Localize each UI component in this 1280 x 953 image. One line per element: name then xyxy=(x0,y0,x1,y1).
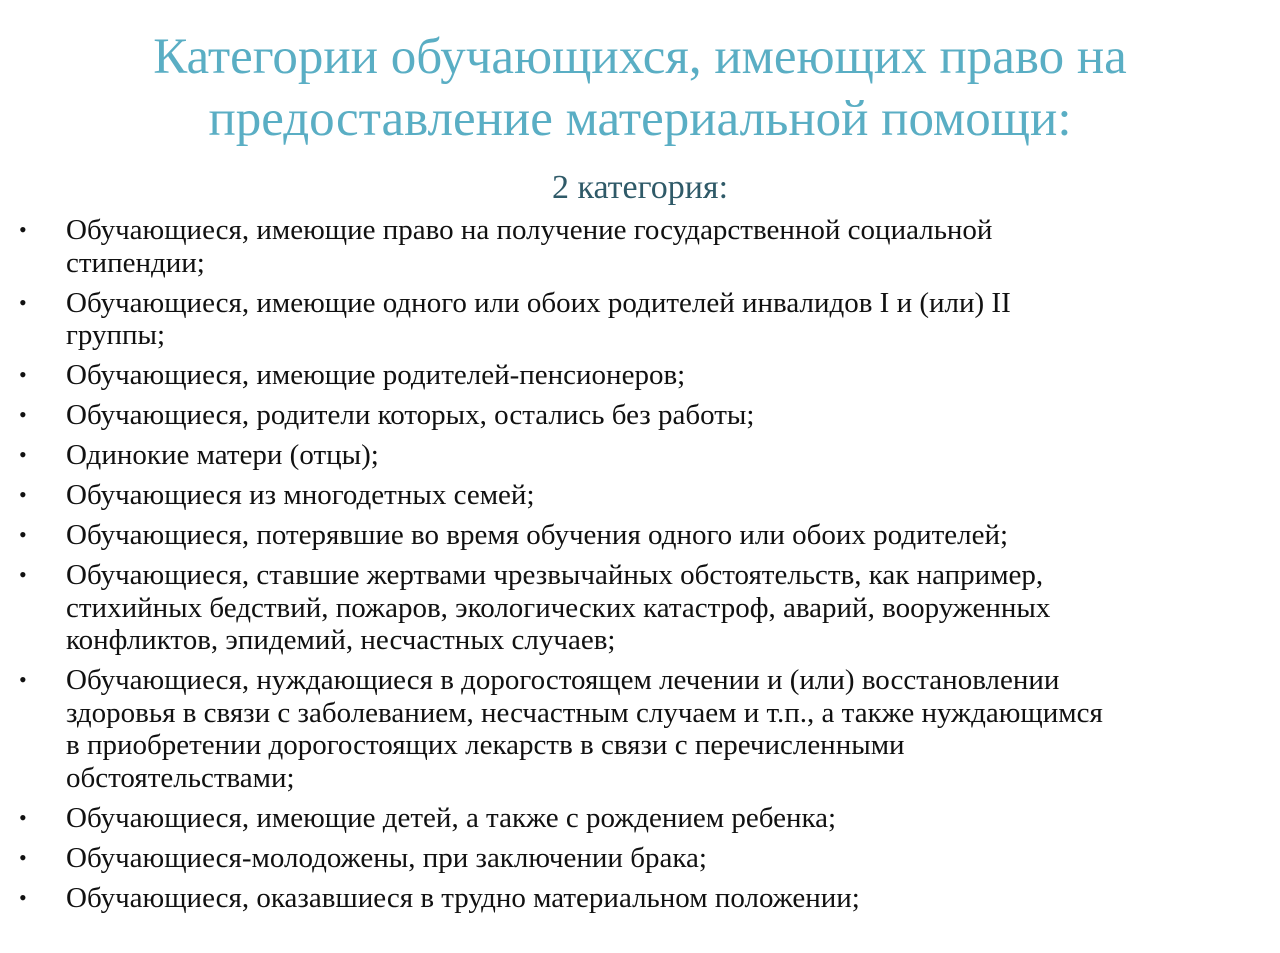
bullet-icon: • xyxy=(19,844,27,870)
slide-title xyxy=(0,26,1280,150)
list-item xyxy=(0,842,1280,875)
bullet-icon: • xyxy=(19,482,27,507)
bullet-icon: • xyxy=(19,884,27,910)
list-item-line: стипендии; xyxy=(66,246,205,279)
list-item-line: Обучающиеся, потерявшие во время обучения одного или обоих родителей; xyxy=(66,519,1009,551)
bullet-icon: • xyxy=(19,362,27,387)
bullet-icon: • xyxy=(19,289,27,315)
list-item-line: обстоятельствами; xyxy=(66,761,295,794)
list-item-line: Обучающиеся, нуждающиеся в дорогостоящем лечении и (или) восстановлении xyxy=(66,664,1060,696)
list-item xyxy=(0,802,1280,835)
list-item-line: Одинокие матери (отцы); xyxy=(66,439,379,471)
list-item-line: Обучающиеся, имеющие право на получение государственной социальной xyxy=(66,214,993,246)
list-item-line: конфликтов, эпидемий, несчастных случаев; xyxy=(66,624,616,656)
list-item xyxy=(0,359,1280,392)
list-item-line: Обучающиеся, родители которых, остались без работы; xyxy=(66,399,755,431)
list-item xyxy=(0,664,1280,794)
bullet-list xyxy=(0,214,1280,922)
bullet-icon: • xyxy=(19,804,27,830)
list-item-line: Обучающиеся, ставшие жертвами чрезвычайных обстоятельств, как например, xyxy=(66,559,1044,591)
list-item-line: Обучающиеся, оказавшиеся в трудно материальном положении; xyxy=(66,881,860,914)
slide-subtitle: 2 категория: xyxy=(551,169,729,206)
list-item xyxy=(0,479,1280,512)
bullet-icon: • xyxy=(19,522,27,547)
list-item xyxy=(0,439,1280,472)
list-item xyxy=(0,287,1280,352)
bullet-icon: • xyxy=(19,217,27,242)
bullet-icon: • xyxy=(19,442,27,467)
title-line-1: Категории обучающихся, имеющих право на xyxy=(153,29,1127,85)
list-item-line: группы; xyxy=(66,319,166,351)
list-item xyxy=(0,559,1280,657)
title-line-2: предоставление материальной помощи: xyxy=(208,91,1072,147)
list-item-line: Обучающиеся из многодетных семей; xyxy=(66,479,535,511)
list-item-line: здоровья в связи с заболеванием, несчастным случаем и т.п., а также нуждающимся xyxy=(66,696,1103,729)
bullet-icon: • xyxy=(19,667,27,692)
list-item-line: Обучающиеся, имеющие родителей-пенсионеров; xyxy=(66,359,686,391)
list-item xyxy=(0,882,1280,915)
list-item xyxy=(0,214,1280,279)
list-item-line: в приобретении дорогостоящих лекарств в связи с перечисленными xyxy=(66,729,905,761)
list-item-line: Обучающиеся, имеющие детей, а также с рождением ребенка; xyxy=(66,801,837,834)
bullet-icon: • xyxy=(19,562,27,587)
list-item-line: Обучающиеся-молодожены, при заключении брака; xyxy=(66,841,707,874)
list-item xyxy=(0,519,1280,552)
list-item-line: Обучающиеся, имеющие одного или обоих родителей инвалидов I и (или) II xyxy=(66,286,1011,319)
bullet-icon: • xyxy=(19,402,27,427)
list-item-line: стихийных бедствий, пожаров, экологических катастроф, аварий, вооруженных xyxy=(66,591,1051,624)
list-item xyxy=(0,399,1280,432)
